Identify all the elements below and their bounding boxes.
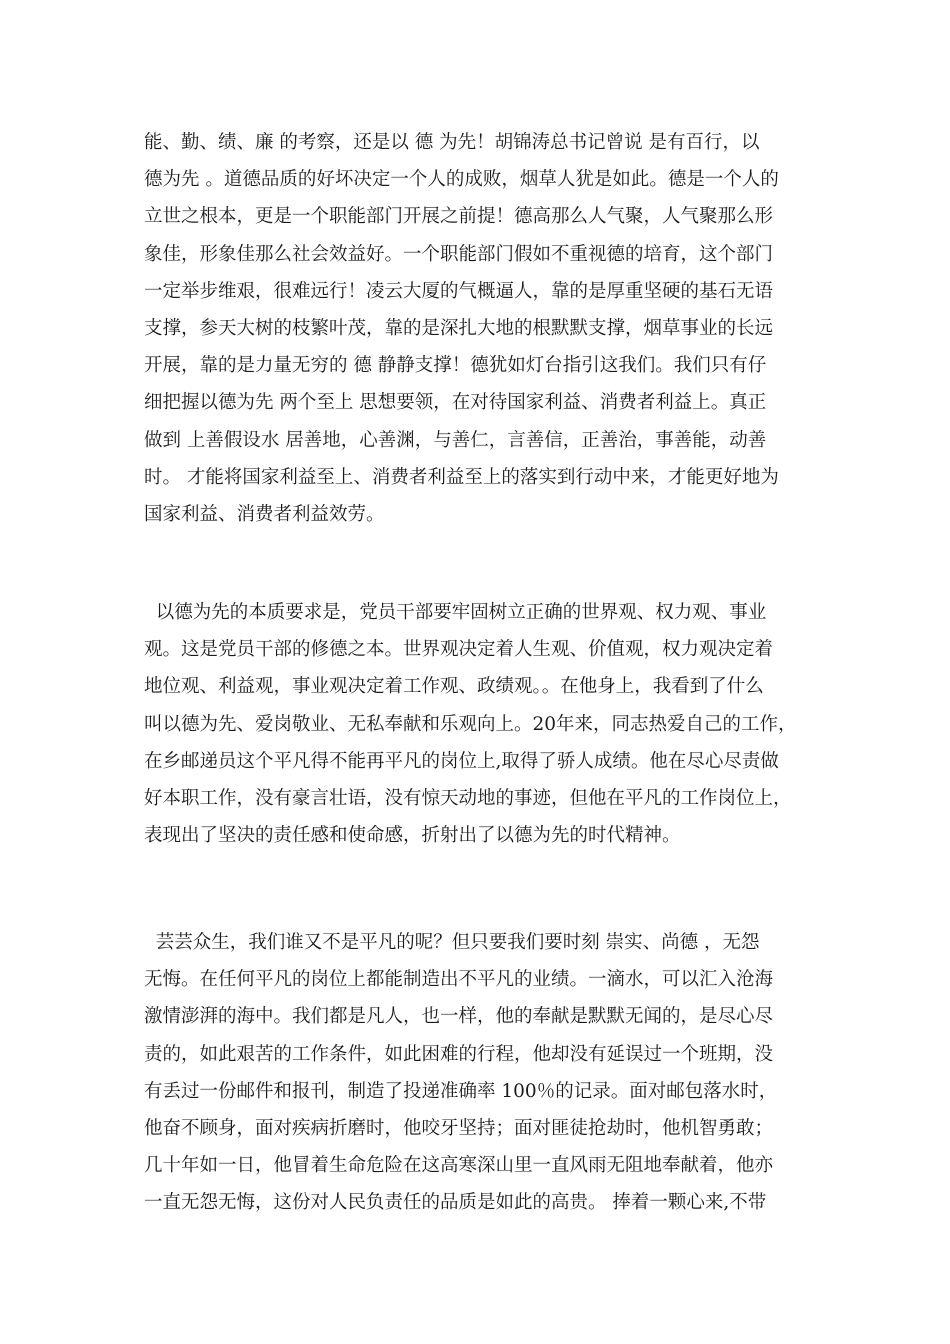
text-line: 德为先 。道德品质的好坏决定一个人的成败，烟草人犹是如此。德是一个人的 <box>144 169 779 191</box>
text-line: 叫以德为先、爱岗敬业、无私奉献和乐观向上。20年来，同志热爱自己的工作， <box>144 713 797 735</box>
text-line: 责的，如此艰苦的工作条件，如此困难的行程，他却没有延误过一个班期，没 <box>144 1043 774 1065</box>
text-line: 支撑，参天大树的枝繁叶茂，靠的是深扎大地的根默默支撑，烟草事业的长远 <box>144 317 774 339</box>
text-line: 好本职工作，没有豪言壮语，没有惊天动地的事迹，但他在平凡的工作岗位上， <box>144 787 792 809</box>
text-line: 一直无怨无悔，这份对人民负责任的品质是如此的高贵。 捧着一颗心来,不带 <box>144 1192 767 1214</box>
text-line: 表现出了坚决的责任感和使命感，折射出了以德为先的时代精神。 <box>144 825 681 847</box>
text-line: 做到 上善假设水 居善地，心善渊，与善仁，言善信，正善治，事善能，动善 <box>144 429 767 451</box>
text-line: 时。 才能将国家利益至上、消费者利益至上的落实到行动中来，才能更好地为 <box>144 466 779 488</box>
text-line: 几十年如一日，他冒着生命危险在这高寒深山里一直风雨无阻地奉献着，他亦 <box>144 1155 774 1177</box>
text-line: 地位观、利益观，事业观决定着工作观、政绩观。。在他身上，我看到了什么 <box>144 676 764 698</box>
paragraph-3 <box>144 924 824 1222</box>
text-line: 无悔。在任何平凡的岗位上都能制造出不平凡的业绩。一滴水，可以汇入沧海 <box>144 969 774 991</box>
text-line: 观。这是党员干部的修德之本。世界观决定着人生观、价值观，权力观决定着 <box>144 639 774 661</box>
text-line: 以德为先的本质要求是，党员干部要牢固树立正确的世界观、权力观、事业 <box>144 602 767 623</box>
text-line: 细把握以德为先 两个至上 思想要领，在对待国家利益、消费者利益上。真正 <box>144 392 767 414</box>
paragraph-2 <box>144 594 824 854</box>
text-line: 芸芸众生，我们谁又不是平凡的呢？但只要我们要时刻 崇实、尚德 ，无怨 <box>144 932 760 953</box>
text-line: 有丢过一份邮件和报刊，制造了投递准确率 100％的记录。面对邮包落水时， <box>144 1080 778 1102</box>
text-line: 激情澎湃的海中。我们都是凡人，也一样，他的奉献是默默无闻的，是尽心尽 <box>144 1006 774 1028</box>
text-line: 一定举步维艰，很难远行！凌云大厦的气概逼人，靠的是厚重坚硬的基石无语 <box>144 280 774 302</box>
text-line: 开展，靠的是力量无穷的 德 静静支撑！德犹如灯台指引这我们。我们只有仔 <box>144 355 767 377</box>
text-line: 他奋不顾身，面对疾病折磨时，他咬牙坚持；面对匪徒抢劫时，他机智勇敢； <box>144 1117 774 1139</box>
text-line: 象佳，形象佳那么社会效益好。一个职能部门假如不重视德的培育，这个部门 <box>144 243 774 265</box>
text-line: 在乡邮递员这个平凡得不能再平凡的岗位上,取得了骄人成绩。他在尽心尽责做 <box>144 750 779 772</box>
text-line: 国家利益、消费者利益效劳。 <box>144 503 385 525</box>
text-line: 立世之根本，更是一个职能部门开展之前提！德高那么人气聚，人气聚那么形 <box>144 206 774 228</box>
paragraph-1 <box>144 124 824 533</box>
text-line: 能、勤、绩、廉 的考察，还是以 德 为先！胡锦涛总书记曾说 是有百行，以 <box>144 132 760 153</box>
